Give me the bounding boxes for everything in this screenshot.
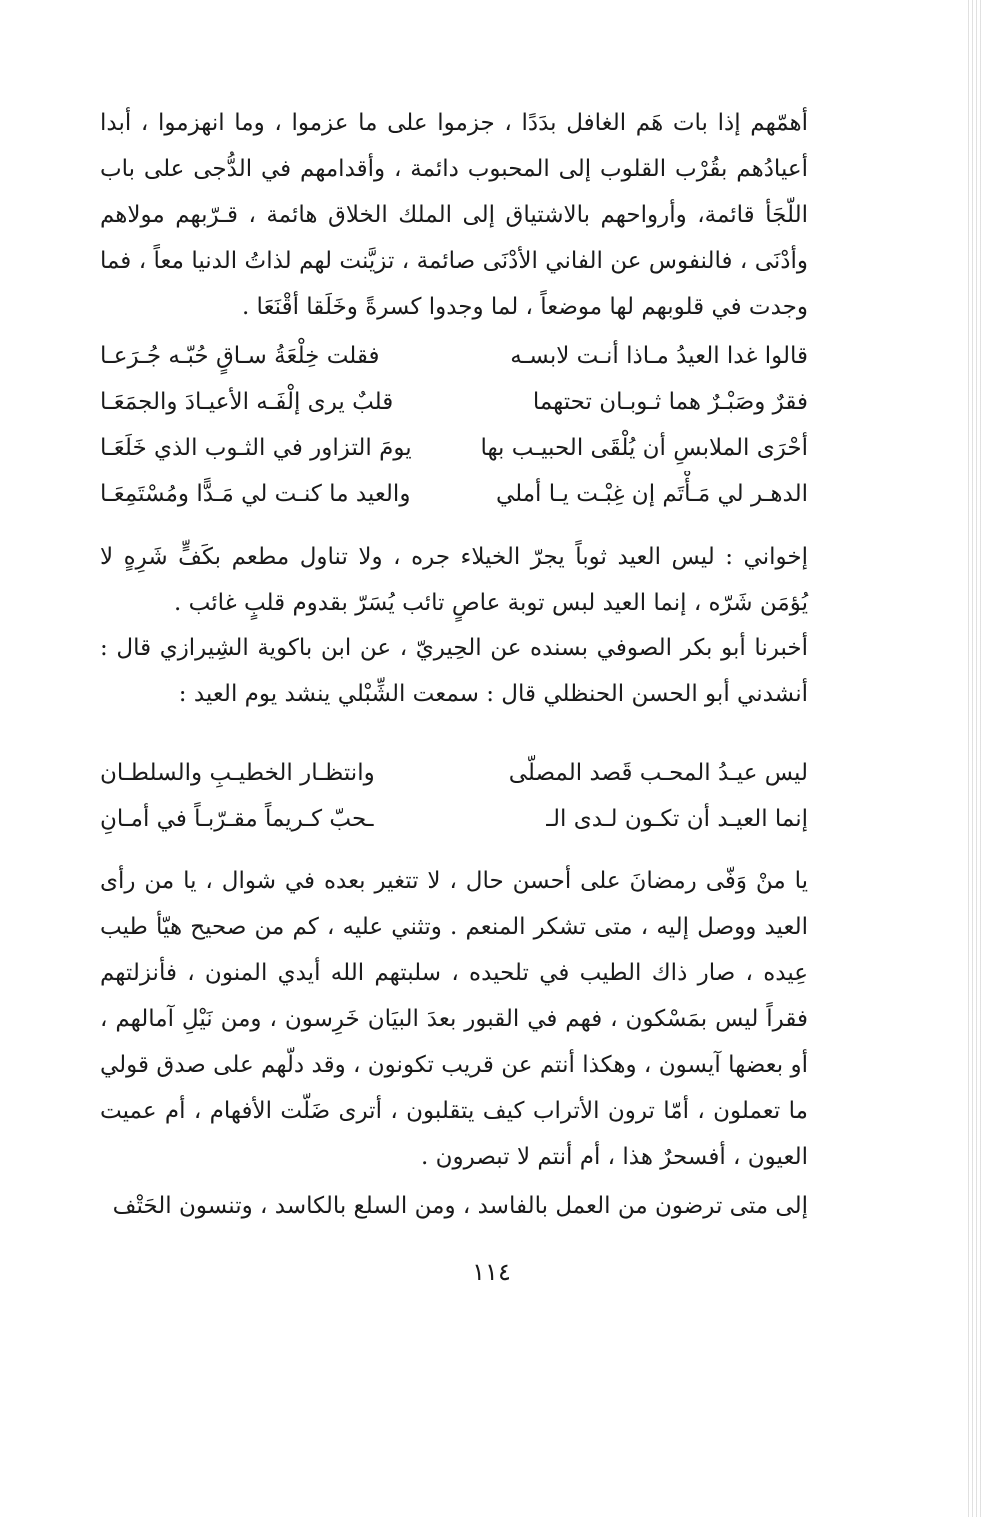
- paragraph-text: إخواني : ليس العيد ثوباً يجرّ الخيلاء جره ، ولا تناول مطعم بكَفٍّ شَرِهٍ لا يُؤمَن شَرّه ، إنما العيد لبس توبة عاصٍ تائب يُسَرّ بقدوم قلبٍ غائب .: [100, 544, 808, 616]
- verse-second-hemistich: وانتظـار الخطيـبِ والسلطـان: [100, 760, 375, 786]
- paragraph-text: يا منْ وَفّى رمضانَ على أحسن حال ، لا تتغير بعده في شوال ، يا من رأى العيد ووصل إليه ، متى تشكر المنعم . وتثني عليه ، كم من صحيح هيّأ طيب عِيده ، صار ذاك الطيب في تلحيده ، سلبتهم الله أيدي المنون ، فأنزلتهم فقراً ليس بمَسْكون ، فهم في القبور بعدَ البيَان خَرِسون ، ومن نَيْلِ آمالهم ، أو بعضها آيسون ، وهكذا أنتم عن قريب تكونون ، وقد دلّهم على صدق قولي ما تعملون ، أمّا ترون الأتراب كيف يتقلبون ، أترى ضَلّت الأفهام ، أم عميت العيون ، أفسحرٌ هذا ، أم أنتم لا تبصرون .: [100, 868, 808, 1170]
- paragraph-text: أهمّهم إذا بات هَم الغافل بدَدًا ، جزموا على ما عزموا ، وما انهزموا ، أبدا أعيادُهم بقُرْب القلوب إلى المحبوب دائمة ، وأقدامهم في الدُّجى على باب اللّجَأ قائمة، وأرواحهم بالاشتياق إلى الملك الخلاق هائمة ، قـرّبهم مولاهم وأدْنَى ، فالنفوس عن الفاني الأدْنَى صائمة ، تزيَّنت لهم لذاتُ الدنيا معاً ، فما وجدت في قلوبهم لها موضعاً ، لما وجدوا كسرةً وخَلَقا أقْنَعَا .: [100, 110, 808, 320]
- verse-second-hemistich: قلبٌ يرى إلْفَـه الأعيـادَ والجمَعَـا: [100, 389, 394, 415]
- paragraph-text: إلى متى ترضون من العمل بالفاسد ، ومن السلع بالكاسد ، وتنسون الحَتْف: [112, 1193, 808, 1219]
- verse-first-hemistich: إنما العيـد أن تكـون لـدى الـ: [546, 806, 808, 832]
- paragraph-text: أخبرنا أبو بكر الصوفي بسنده عن الحِيريّ ، عن ابن باكوية الشِيرازي قال : أنشدني أبو الحسن الحنظلي قال : سمعت الشِّبْلي ينشد يوم العيد :: [100, 635, 809, 707]
- verse-first-hemistich: الدهـر لي مَـأْتَم إن غِبْـت يـا أملي: [495, 481, 808, 507]
- paragraph-1: [100, 100, 808, 330]
- poem-verse: [100, 471, 808, 517]
- paragraph-4: [100, 858, 808, 1180]
- verse-first-hemistich: ليس عيـدُ المحـب قَصد المصلّى: [508, 760, 808, 786]
- poem-verse: [100, 379, 808, 425]
- poem-verse: [100, 750, 808, 796]
- poem-verse: [100, 796, 808, 842]
- poem-2: [100, 750, 808, 842]
- page-number: ١١٤: [472, 1258, 511, 1286]
- verse-second-hemistich: فقلت خِلْعَةُ سـاقٍ حُبّـه جُـرَعـا: [100, 343, 380, 369]
- poem-verse: [100, 425, 808, 471]
- paragraph-3: [100, 625, 808, 717]
- verse-second-hemistich: يومَ التزاور في الثـوب الذي خَلَعَـا: [100, 435, 412, 461]
- poem-verse: [100, 333, 808, 379]
- page-edge-shadow: [965, 0, 983, 1517]
- paragraph-2: [100, 534, 808, 626]
- verse-second-hemistich: والعيد ما كنـت لي مَـدًّا ومُسْتَمِعَـا: [100, 481, 411, 507]
- verse-second-hemistich: ـحبّ كـريماً مقـرّبـاً في أمـانِ: [100, 806, 374, 832]
- poem-1: [100, 333, 808, 517]
- verse-first-hemistich: أحْرَى الملابسِ أن يُلْقَى الحبيـب بها: [480, 435, 808, 461]
- paragraph-5: [100, 1183, 808, 1229]
- verse-first-hemistich: قالوا غدا العيدُ مـاذا أنـت لابسـه: [510, 343, 808, 369]
- verse-first-hemistich: فقرٌ وصَبْـرٌ هما ثـوبـان تحتهما: [532, 389, 808, 415]
